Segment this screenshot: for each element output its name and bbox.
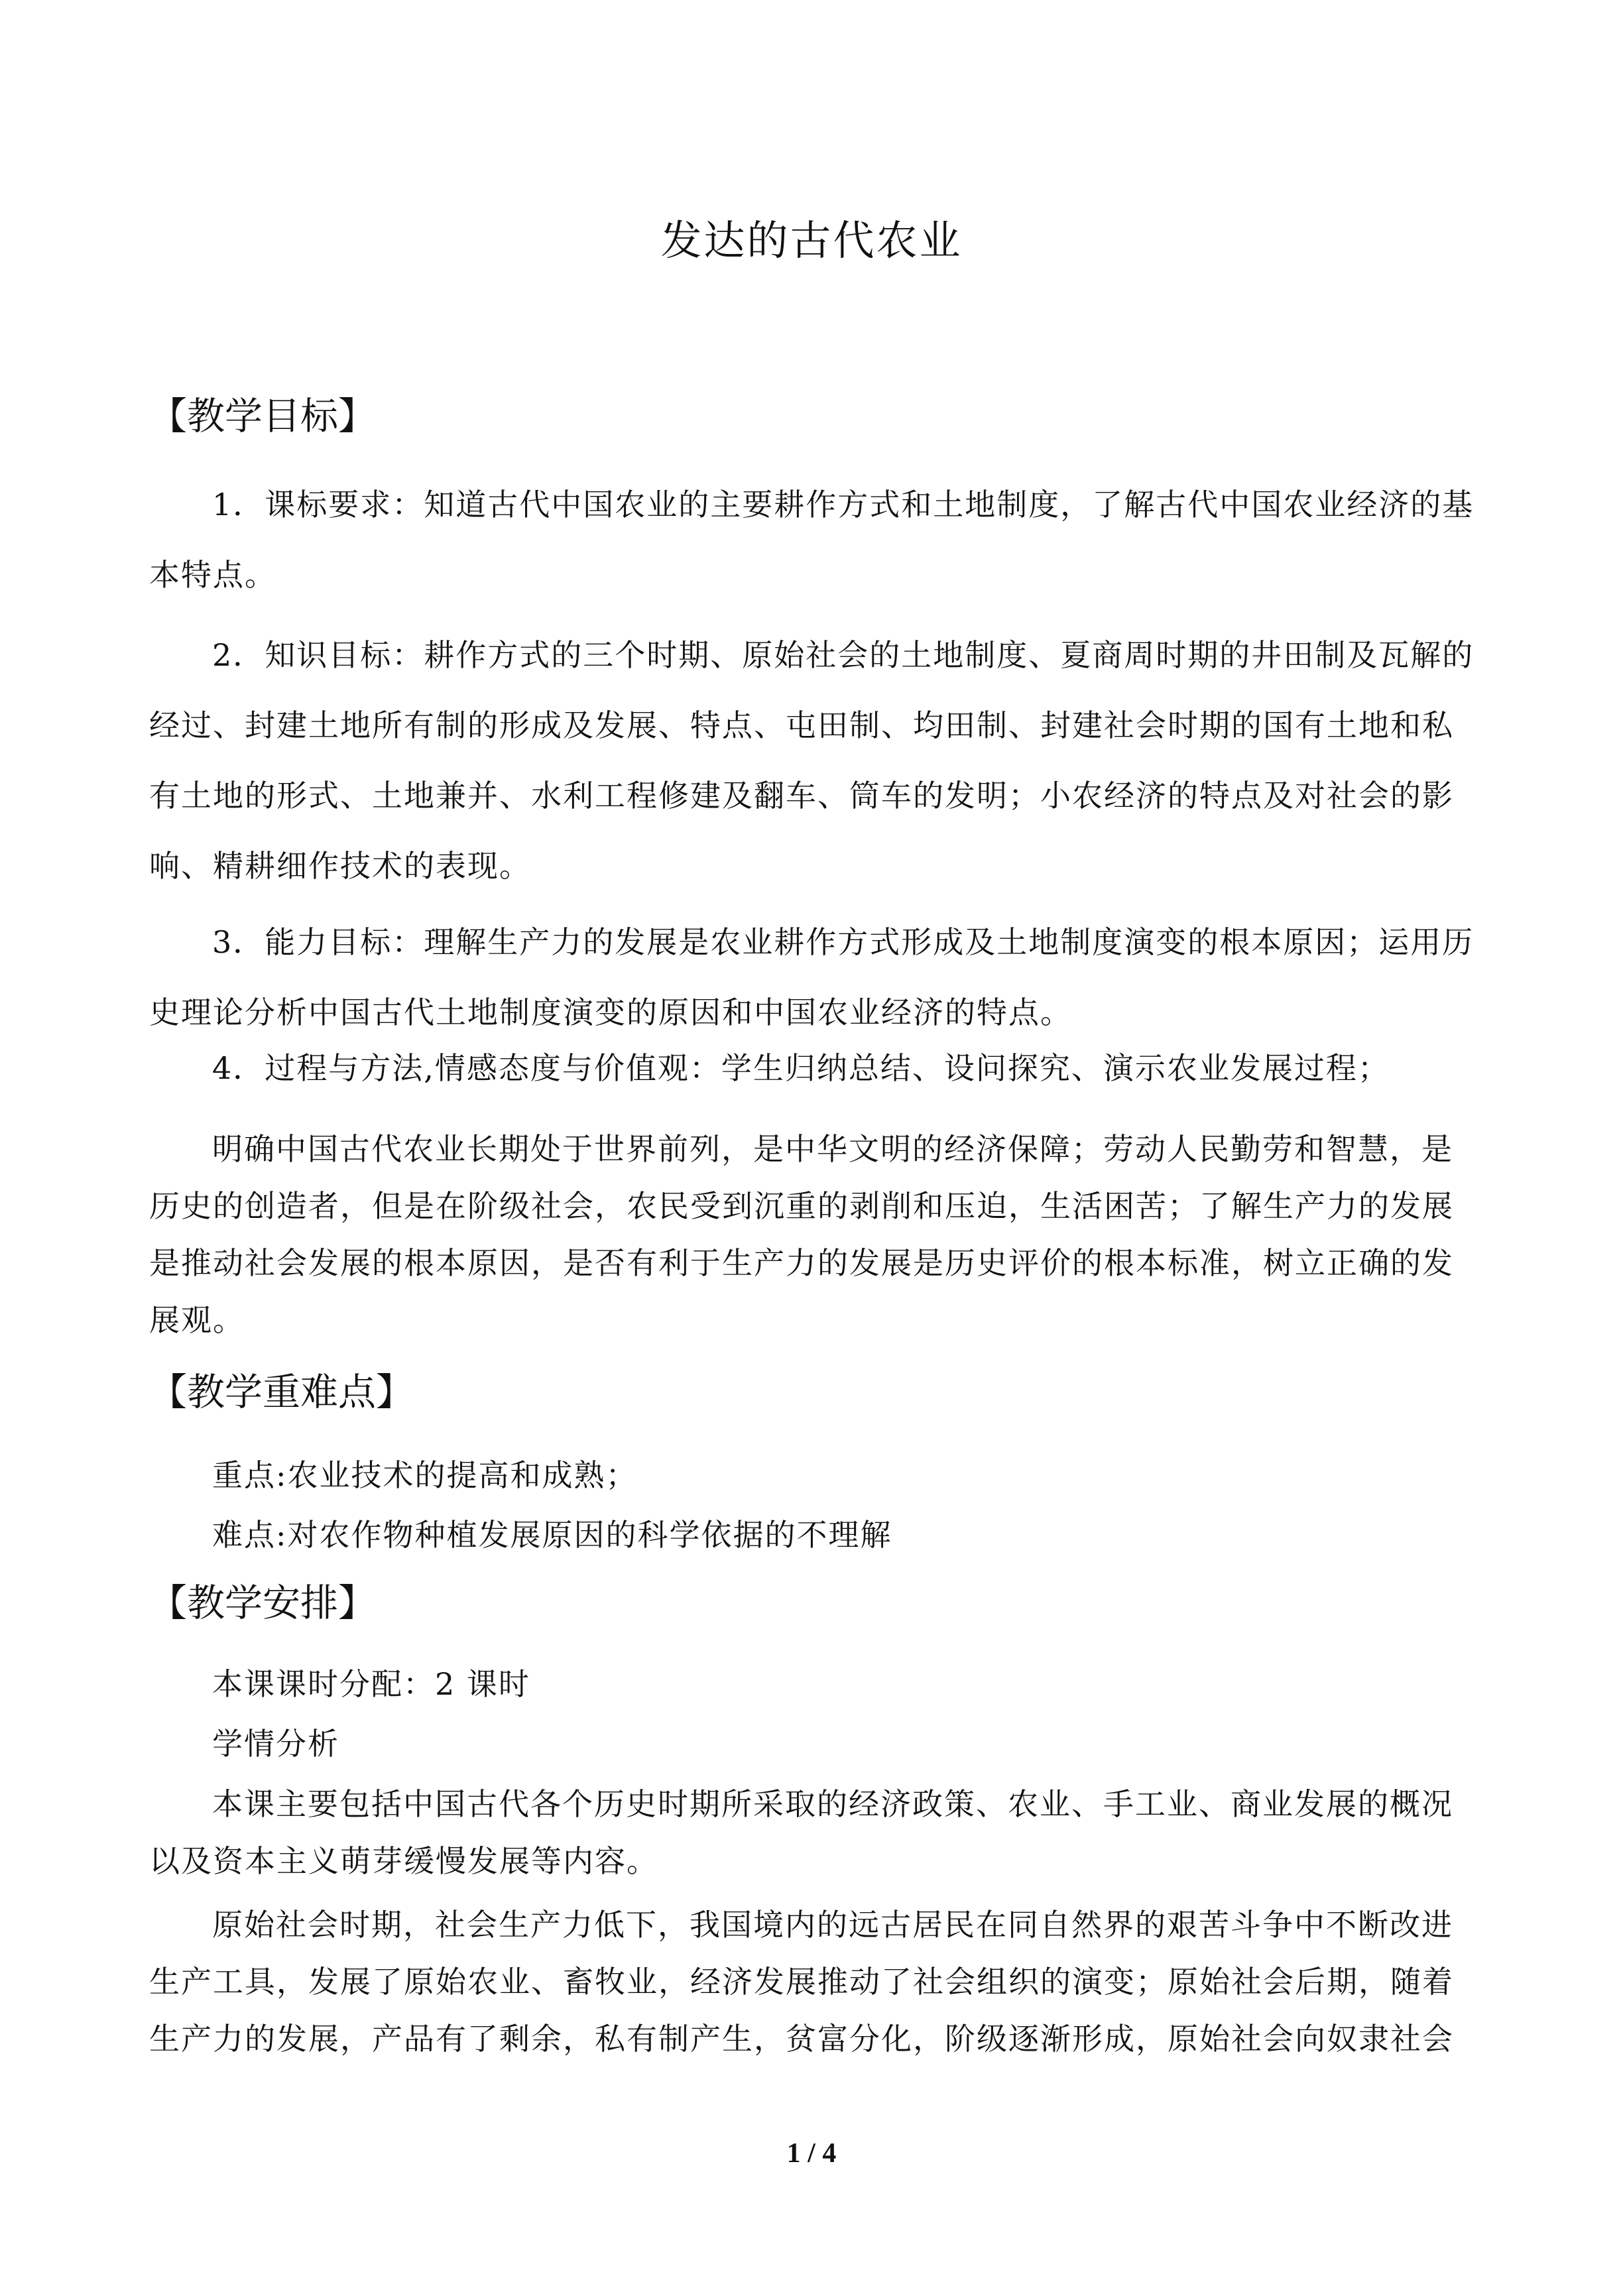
difficult-point-line: 难点:对农作物种植发展原因的科学依据的不理解 bbox=[212, 1517, 892, 1553]
section-heading-objectives: 【教学目标】 bbox=[149, 394, 376, 438]
key-point-line: 重点:农业技术的提高和成熟； bbox=[212, 1457, 638, 1493]
objective-paragraph-3: 3．能力目标：理解生产力的发展是农业耕作方式形成及土地制度演变的根本原因；运用历史理论分析中国古代土地制度演变的原因和中国农业经济的特点。 bbox=[149, 924, 1474, 1030]
objective-paragraph-4: 4．过程与方法,情感态度与价值观：学生归纳总结、设问探究、演示农业发展过程； bbox=[212, 1050, 1390, 1086]
document-title: 发达的古代农业 bbox=[660, 216, 963, 265]
arrangement-paragraph-2: 原始社会时期，社会生产力低下，我国境内的远古居民在同自然界的艰苦斗争中不断改进生产工具，发展了原始农业、畜牧业，经济发展推动了社会组织的演变；原始社会后期，随着生产力的发展，产品有了剩余，私有制产生，贫富分化，阶级逐渐形成，原始社会向奴隶社会 bbox=[149, 1907, 1454, 2057]
objective-paragraph-2: 2．知识目标：耕作方式的三个时期、原始社会的土地制度、夏商周时期的井田制及瓦解的经过、封建土地所有制的形成及发展、特点、屯田制、均田制、封建社会时期的国有土地和私有土地的形式、土地兼并、水利工程修建及翻车、筒车的发明；小农经济的特点及对社会的影响、精耕细作技术的表现。 bbox=[149, 637, 1474, 884]
page-number: 1 / 4 bbox=[786, 2138, 837, 2169]
objective-paragraph-1: 1．课标要求：知道古代中国农业的主要耕作方式和土地制度，了解古代中国农业经济的基本特点。 bbox=[149, 487, 1474, 593]
objective-paragraph-5: 明确中国古代农业长期处于世界前列，是中华文明的经济保障；劳动人民勤劳和智慧，是历史的创造者，但是在阶级社会，农民受到沉重的剥削和压迫，生活困苦；了解生产力的发展是推动社会发展的根本原因，是否有利于生产力的发展是历史评价的根本标准，树立正确的发展观。 bbox=[149, 1131, 1454, 1338]
section-heading-key-points: 【教学重难点】 bbox=[149, 1370, 414, 1414]
class-hours-line: 本课课时分配：2 课时 bbox=[212, 1666, 530, 1702]
analysis-label: 学情分析 bbox=[212, 1726, 339, 1762]
arrangement-paragraph-1: 本课主要包括中国古代各个历史时期所采取的经济政策、农业、手工业、商业发展的概况以及资本主义萌芽缓慢发展等内容。 bbox=[149, 1786, 1453, 1879]
section-heading-arrangement: 【教学安排】 bbox=[149, 1581, 376, 1625]
